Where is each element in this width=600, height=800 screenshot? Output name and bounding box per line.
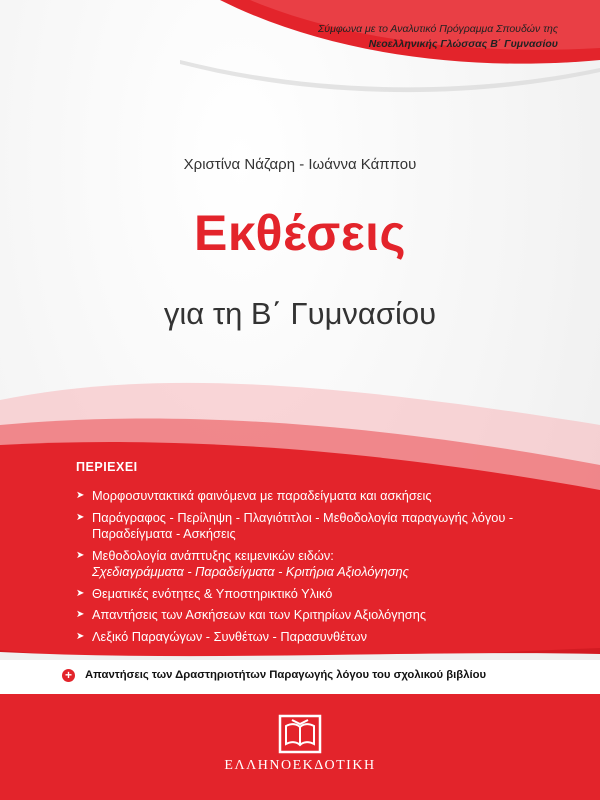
list-item bbox=[76, 548, 556, 581]
list-item bbox=[76, 510, 556, 543]
publisher-name: ΕΛΛΗΝΟΕΚΔΟΤΙΚΗ bbox=[224, 758, 376, 773]
chevron-right-icon: ➤ bbox=[76, 490, 85, 501]
list-item bbox=[76, 607, 556, 624]
curriculum-line-2: Νεοελληνικής Γλώσσας Β΄ Γυμνασίου bbox=[368, 38, 558, 51]
contents-list bbox=[76, 488, 556, 645]
curriculum-line-1: Σύμφωνα με το Αναλυτικό Πρόγραμμα Σπουδών της bbox=[318, 23, 558, 35]
chevron-right-icon: ➤ bbox=[76, 609, 85, 620]
list-item bbox=[76, 488, 556, 505]
list-item bbox=[76, 586, 556, 603]
list-item-text: Μεθοδολογία ανάπτυξης κειμενικών ειδών: bbox=[92, 547, 334, 563]
list-item-text: Απαντήσεις των Ασκήσεων και των Κριτηρίων Αξιολόγησης bbox=[92, 607, 426, 622]
list-item-text: Λεξικό Παραγώγων - Συνθέτων - Παρασυνθέτων bbox=[92, 628, 368, 644]
book-title: Εκθέσεις bbox=[194, 205, 406, 261]
chevron-right-icon: ➤ bbox=[76, 549, 85, 561]
answers-note-text: Απαντήσεις των Δραστηριοτήτων Παραγωγής λόγου του σχολικού βιβλίου bbox=[85, 669, 487, 681]
plus-icon: + bbox=[62, 669, 75, 682]
list-item-text: Θεματικές ενότητες & Υποστηρικτικό Υλικό bbox=[92, 585, 333, 601]
contents-heading: ΠΕΡΙΕΧΕΙ bbox=[76, 460, 138, 474]
list-item bbox=[76, 629, 556, 646]
top-red-swoosh bbox=[0, 0, 600, 120]
chevron-right-icon: ➤ bbox=[76, 511, 85, 523]
answers-note bbox=[62, 662, 552, 688]
contents-section bbox=[76, 460, 556, 650]
curriculum-note bbox=[258, 22, 558, 52]
open-book-logo-icon bbox=[278, 714, 322, 754]
book-subtitle: για τη Β΄ Γυμνασίου bbox=[163, 296, 437, 331]
authors: Χριστίνα Νάζαρη - Ιωάννα Κάππου bbox=[183, 156, 417, 173]
list-item-text: Μορφοσυντακτικά φαινόμενα με παραδείγματα και ασκήσεις bbox=[92, 488, 432, 503]
list-item-text: Παράγραφος - Περίληψη - Πλαγιότιτλοι - Μεθοδολογία παραγωγής λόγου - Παραδείγματα - Ασκήσεις bbox=[92, 509, 514, 541]
list-item-subtext: Σχεδιαγράμματα - Παραδείγματα - Κριτήρια Αξιολόγησης bbox=[92, 564, 409, 579]
chevron-right-icon: ➤ bbox=[76, 587, 85, 599]
chevron-right-icon: ➤ bbox=[76, 630, 85, 642]
